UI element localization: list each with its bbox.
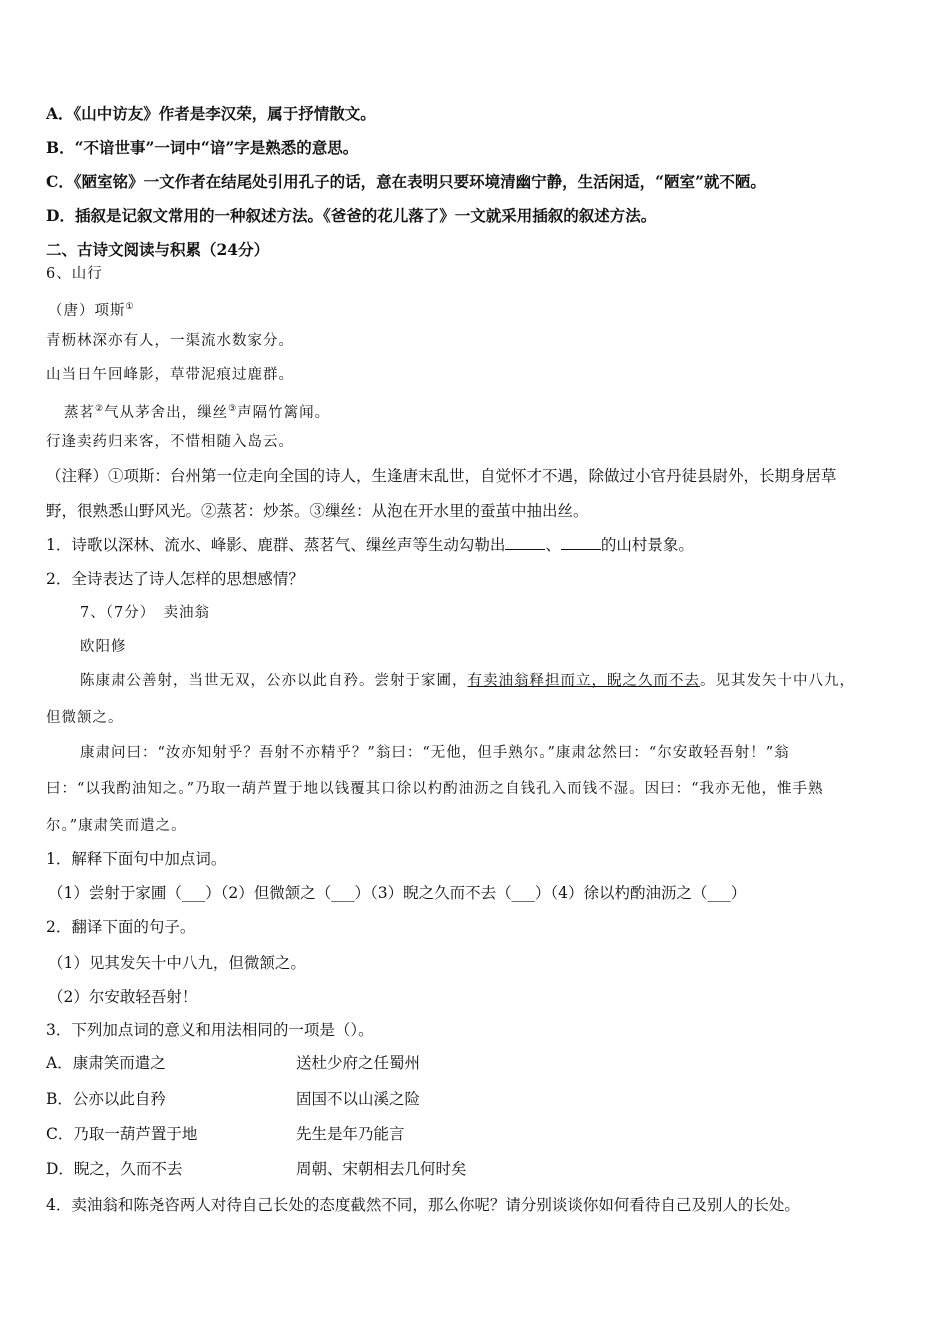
poem-question-2: 2．全诗表达了诗人怎样的思想感情？	[46, 570, 304, 588]
poem-line-4: 行逢卖药归来客，不惜相随入岛云。	[46, 434, 294, 450]
option-d: D．插叙是记叙文常用的一种叙述方法。《爸爸的花儿落了》一文就采用插叙的叙述方法。	[46, 206, 657, 225]
q3-option-c	[46, 1123, 906, 1145]
poem-line-3-part: 蒸茗	[64, 405, 95, 421]
prose-question-2: 2．翻译下面的句子。	[46, 918, 196, 936]
footnote-mark: ①	[125, 302, 135, 312]
option-c: C．《陋室铭》一文作者在结尾处引用孔子的话，意在表明只要环境清幽宁静，生活闲适，“陋室”就不陋。	[46, 172, 766, 191]
question-text: 的山村景象。	[600, 536, 694, 554]
question-text: 1．诗歌以深林、流水、峰影、鹿群、蒸茗气、缫丝声等生动勾勒出	[46, 536, 506, 554]
poem-line-1: 青枥林深亦有人，一渠流水数家分。	[46, 333, 294, 349]
option-left: C．乃取一葫芦置于地	[46, 1125, 198, 1143]
prose-paragraph-2-line-1: 康肃问曰：“汝亦知射乎？吾射不亦精乎？”翁曰：“无他，但手熟尔。”康肃忿然曰：“尔安敢轻吾射！”翁	[80, 745, 790, 761]
poem-question-1	[46, 534, 694, 556]
poem-line-3-part: 气从茅舍出，缫丝	[104, 405, 229, 421]
option-left: A．康肃笑而遣之	[46, 1054, 166, 1072]
prose-question-1: 1．解释下面句中加点词。	[46, 850, 227, 868]
prose-paragraph-2-line-3: 尔。”康肃笑而遣之。	[46, 818, 187, 834]
option-a: A．《山中访友》作者是李汉荣，属于抒情散文。	[46, 104, 376, 123]
poem-note-2: 野，很熟悉山野风光。②蒸茗：炒茶。③缫丝：从泡在开水里的蚕茧中抽出丝。	[46, 502, 589, 520]
q3-option-b	[46, 1088, 906, 1110]
prose-question-4: 4．卖油翁和陈尧咨两人对待自己长处的态度截然不同，那么你呢？请分别谈谈你如何看待自己及别人的长处。	[46, 1196, 800, 1214]
poem-author	[48, 296, 135, 322]
poem-line-2: 山当日午回峰影，草带泥痕过鹿群。	[46, 367, 294, 383]
poem-line-3	[64, 398, 330, 424]
prose-paragraph-1	[80, 670, 855, 692]
prose-question-1-items: （1）尝射于家圃（___）（2）但微颔之（___）（3）睨之久而不去（___）（4）徐以杓酌油沥之（___）	[48, 884, 747, 902]
option-b: B．“不谙世事”一词中“谙”字是熟悉的意思。	[46, 138, 359, 157]
option-left: D．睨之，久而不去	[46, 1160, 183, 1178]
underlined-sentence: 有卖油翁释担而立，睨之久而不去	[467, 673, 700, 689]
q3-option-a	[46, 1052, 906, 1074]
option-right: 周朝、宋朝相去几何时矣	[296, 1160, 467, 1178]
poem-line-3-part: 声隔竹篱闻。	[237, 405, 331, 421]
question-text: 、	[545, 536, 561, 554]
poem-author-text: （唐）项斯	[48, 303, 126, 319]
prose-author: 欧阳修	[80, 639, 127, 655]
prose-question-3: 3．下列加点词的意义和用法相同的一项是（）。	[46, 1021, 374, 1039]
poem-title: 6、山行	[46, 266, 103, 282]
q3-option-d	[46, 1158, 906, 1180]
option-left: B．公亦以此自矜	[46, 1090, 166, 1108]
section-title: 二、古诗文阅读与积累（24分）	[46, 240, 270, 259]
prose-text: 陈康肃公善射，当世无双，公亦以此自矜。尝射于家圃，	[80, 673, 468, 689]
prose-text: 。见其发矢十中八九，	[700, 673, 855, 689]
poem-note-1: （注释）①项斯：台州第一位走向全国的诗人，生逢唐末乱世，自觉怀才不遇，除做过小官丹徒县尉外，长期身居草	[46, 467, 837, 485]
option-right: 送杜少府之任蜀州	[296, 1054, 421, 1072]
prose-question-2-item-2: （2）尔安敢轻吾射！	[48, 988, 198, 1006]
prose-paragraph-2-line-2: 曰：“以我酌油知之。”乃取一葫芦置于地以钱覆其口徐以杓酌油沥之自钱孔入而钱不湿。因曰：“我亦无他，惟手熟	[46, 781, 824, 797]
prose-question-2-item-1: （1）见其发矢十中八九，但微颔之。	[48, 954, 306, 972]
answer-blank[interactable]	[505, 535, 545, 550]
option-right: 固国不以山溪之险	[296, 1090, 421, 1108]
footnote-mark: ③	[228, 404, 238, 414]
prose-title: 7、（7分） 卖油翁	[80, 605, 210, 621]
option-right: 先生是年乃能言	[296, 1125, 405, 1143]
answer-blank[interactable]	[561, 535, 601, 550]
prose-paragraph-1-cont: 但微颔之。	[46, 710, 124, 726]
footnote-mark: ②	[95, 404, 105, 414]
